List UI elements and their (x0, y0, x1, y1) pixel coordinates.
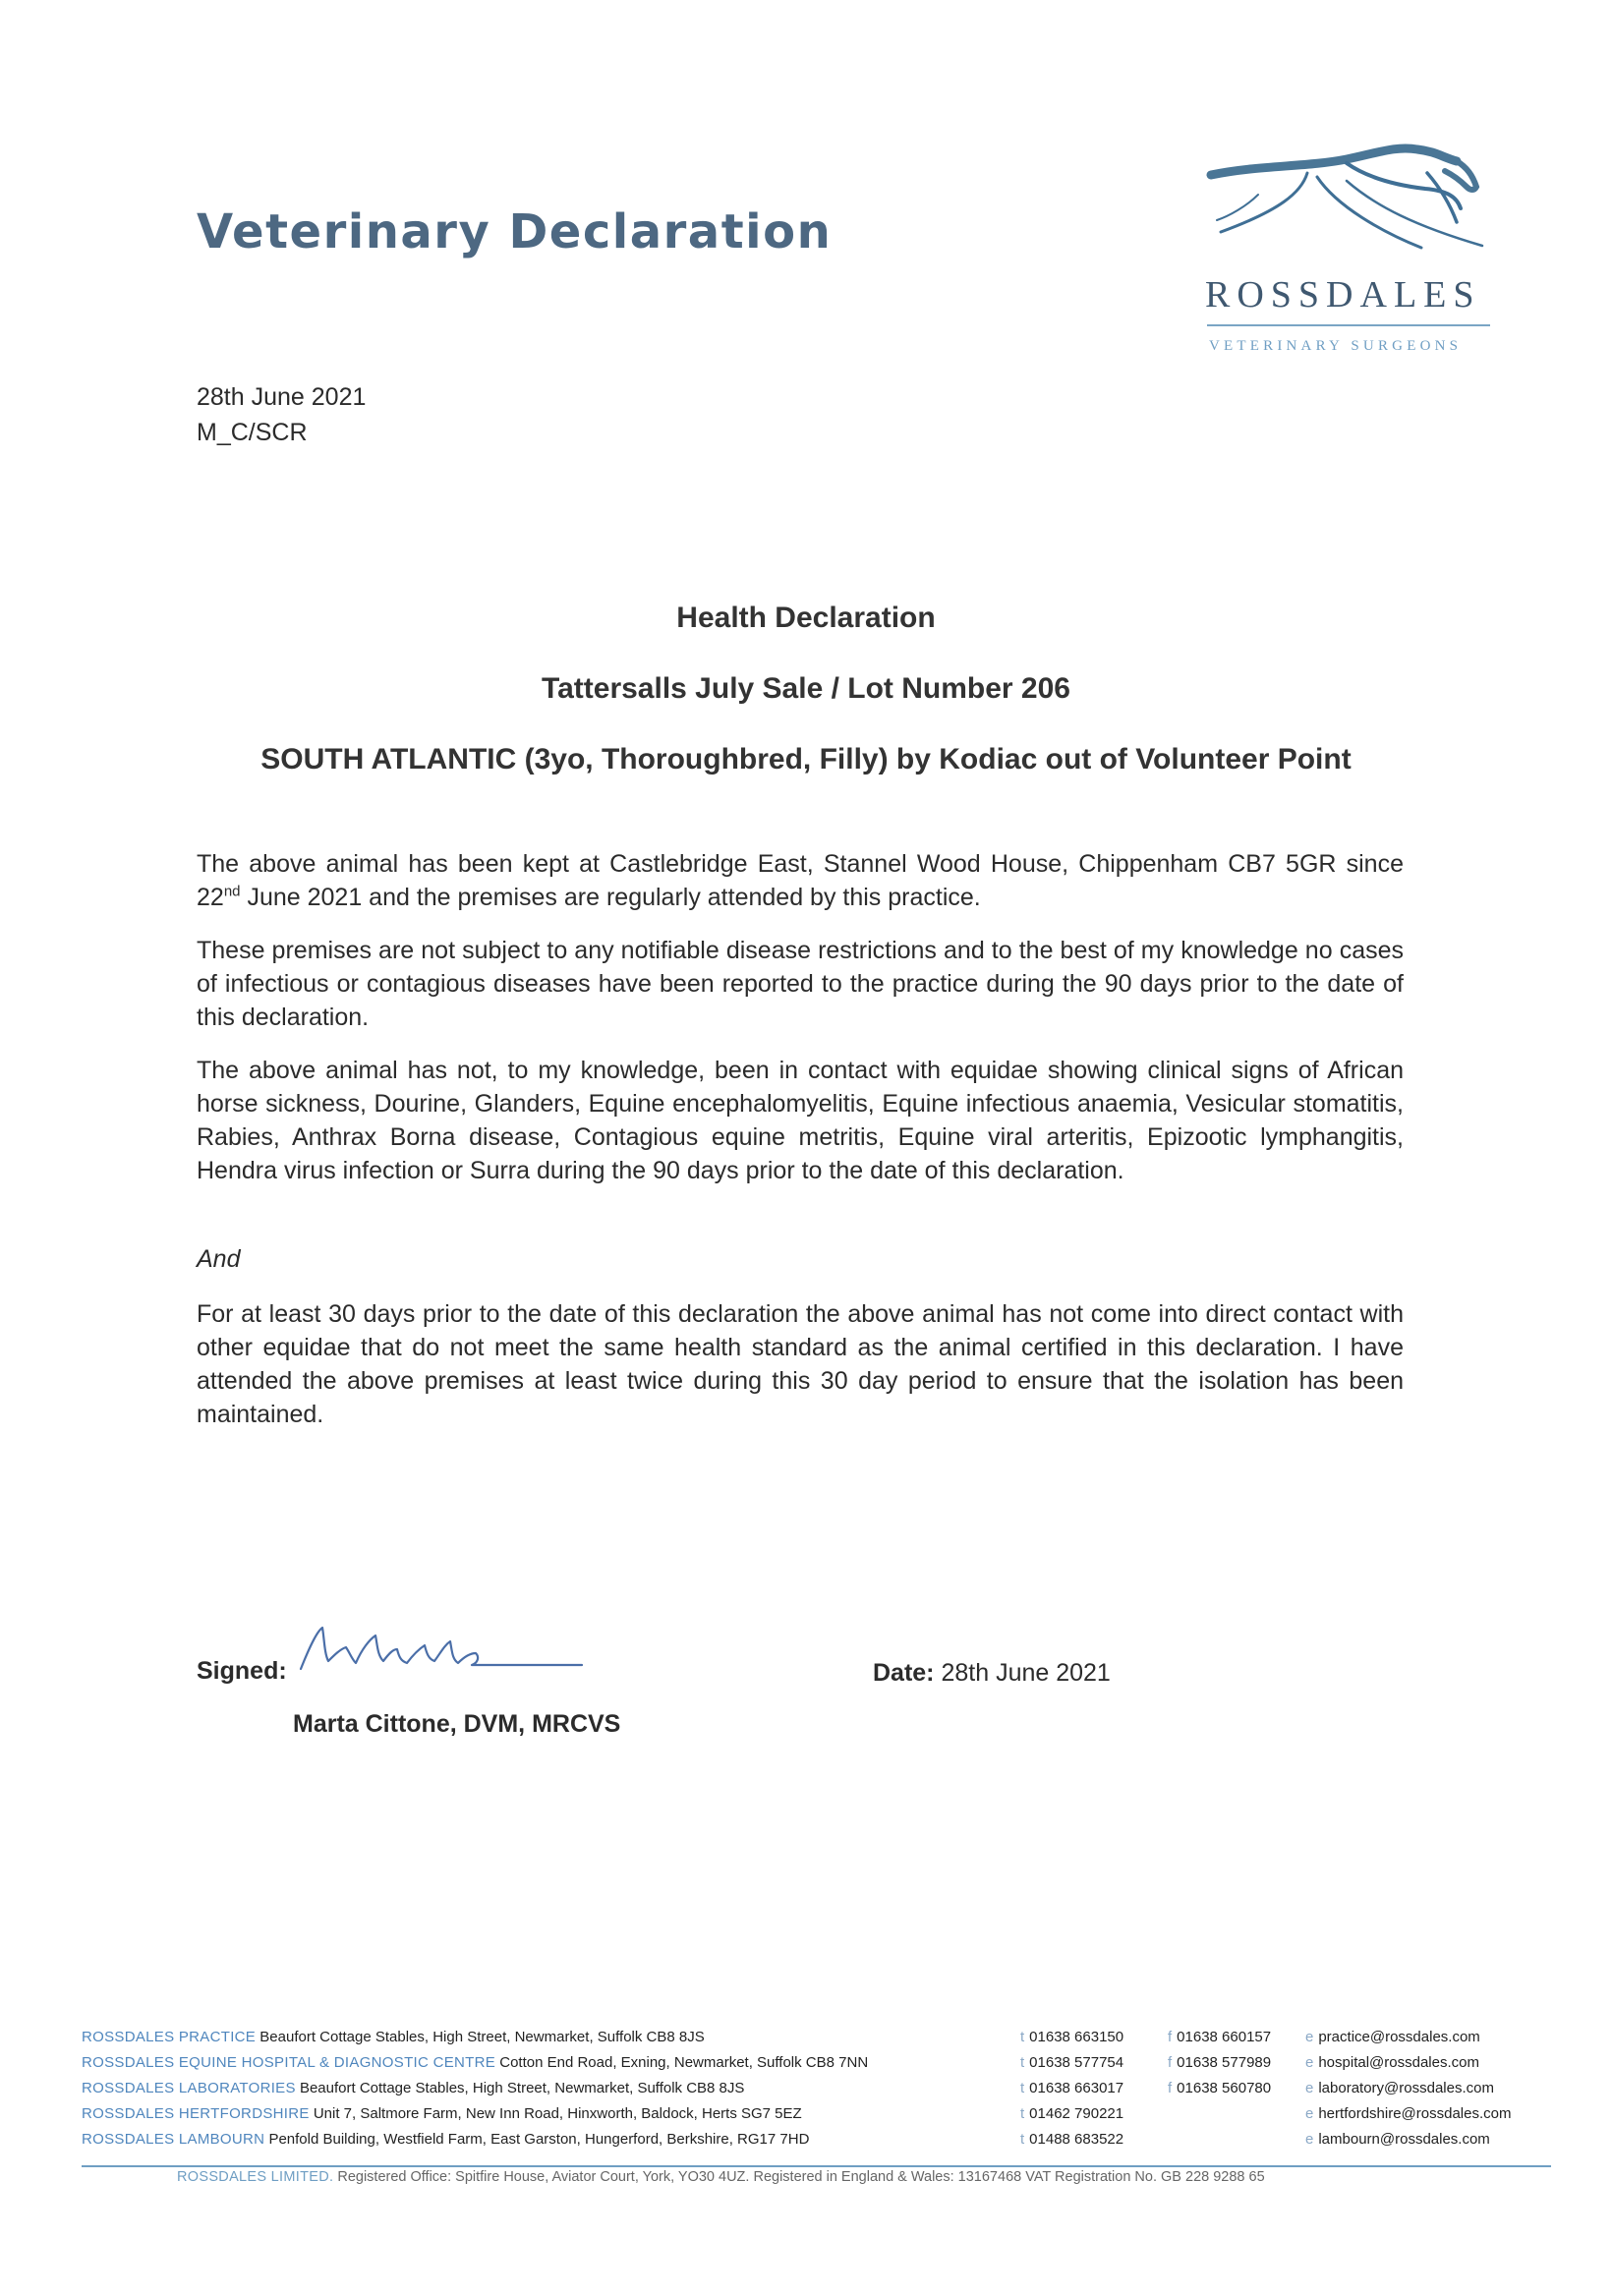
email-label: e (1305, 2105, 1314, 2122)
branch-phone: t 01638 663017 (1020, 2080, 1124, 2096)
footer-legal (177, 2169, 1265, 2185)
signed-label: Signed: (197, 1657, 287, 1685)
branch-email: e practice@rossdales.com (1305, 2029, 1480, 2045)
branch-phone: t 01462 790221 (1020, 2105, 1124, 2122)
email-label: e (1305, 2131, 1314, 2148)
branch-name: ROSSDALES EQUINE HOSPITAL & DIAGNOSTIC CENTRE (82, 2054, 496, 2071)
branch-email: e lambourn@rossdales.com (1305, 2131, 1490, 2148)
phone-label: t (1020, 2054, 1025, 2071)
phone-label: t (1020, 2105, 1025, 2122)
branch-address: Penfold Building, Westfield Farm, East Garston, Hungerford, Berkshire, RG17 7HD (268, 2131, 810, 2148)
signer-name: Marta Cittone, DVM, MRCVS (293, 1710, 621, 1738)
date-value: 28th June 2021 (934, 1659, 1111, 1687)
email-label: e (1305, 2054, 1314, 2071)
branch-phone: t 01638 577754 (1020, 2054, 1124, 2071)
branch-address: Unit 7, Saltmore Farm, New Inn Road, Hinxworth, Baldock, Herts SG7 5EZ (313, 2105, 802, 2122)
signature-date (873, 1659, 1111, 1688)
paragraph-restrictions (197, 934, 1404, 1034)
email-label: e (1305, 2029, 1314, 2045)
paragraph-contact (197, 1054, 1404, 1187)
fax-label: f (1168, 2080, 1173, 2096)
paragraph-contact-text: The above animal has not, to my knowledge, been in contact with equidae showing clinical signs of African horse sickness, Dourine, Glanders, Equine encephalomyelitis, Equine infectious anaemia, Vesicular stomatitis, Rabies, Anthrax Borna disease, Contagious equine metritis, Equine viral arteritis, Epizootic lymphangitis, Hendra virus infection or Surra during the 90 days prior to the date of this declaration. (197, 1057, 1404, 1184)
legal-details: Registered Office: Spitfire House, Aviator Court, York, YO30 4UZ. Registered in England & Wales: 13167468 VAT Registration No. GB 228 9288 65 (333, 2169, 1265, 2185)
phone-label: t (1020, 2029, 1025, 2045)
reference-block (197, 379, 366, 450)
ordinal-suffix: nd (223, 883, 241, 900)
branch-fax: f 01638 560780 (1168, 2080, 1272, 2096)
footer-row (82, 2029, 1546, 2052)
paragraph-isolation (197, 1297, 1404, 1431)
paragraph-isolation-text: For at least 30 days prior to the date of this declaration the above animal has not come into direct contact with other equidae that do not meet the same health standard as the animal certified in this declaration. I have attended the above premises at least twice during this 30 day period to ensure that the isolation has been maintained. (197, 1300, 1404, 1428)
logo-divider (1207, 324, 1490, 326)
sale-lot-heading: Tattersalls July Sale / Lot Number 206 (542, 672, 1070, 705)
branch-address: Cotton End Road, Exning, Newmarket, Suffolk CB8 7NN (499, 2054, 869, 2071)
branch-name: ROSSDALES LAMBOURN (82, 2131, 265, 2148)
galloping-horse-icon (1199, 138, 1494, 265)
logo-wordmark: ROSSDALES (1205, 274, 1481, 316)
branch-email: e hospital@rossdales.com (1305, 2054, 1479, 2071)
health-declaration-heading: Health Declaration (676, 602, 936, 634)
footer-row (82, 2080, 1546, 2103)
paragraph-premises-part1: The above animal has been kept at Castlebridge East, Stannel Wood House, Chippenham CB7 5GR since 22 (197, 850, 1404, 911)
document-title: Veterinary Declaration (197, 204, 833, 259)
branch-address: Beaufort Cottage Stables, High Street, Newmarket, Suffolk CB8 8JS (299, 2080, 745, 2096)
fax-label: f (1168, 2054, 1173, 2071)
date-label: Date: (873, 1659, 935, 1687)
branch-name: ROSSDALES PRACTICE (82, 2029, 257, 2045)
footer-divider (82, 2165, 1551, 2167)
legal-company-name: ROSSDALES LIMITED. (177, 2169, 334, 2185)
letter-reference: M_C/SCR (197, 419, 308, 446)
branch-name: ROSSDALES LABORATORIES (82, 2080, 296, 2096)
branch-phone: t 01638 663150 (1020, 2029, 1124, 2045)
footer-row (82, 2105, 1546, 2129)
branch-address: Beaufort Cottage Stables, High Street, Newmarket, Suffolk CB8 8JS (259, 2029, 705, 2045)
paragraph-and (197, 1242, 1404, 1276)
paragraph-restrictions-text: These premises are not subject to any notifiable disease restrictions and to the best of my knowledge no cases of infectious or contagious diseases have been reported to the practice during the 90 days prior to the date of this declaration. (197, 937, 1404, 1031)
paragraph-premises (197, 847, 1404, 914)
email-label: e (1305, 2080, 1314, 2096)
branch-fax: f 01638 660157 (1168, 2029, 1272, 2045)
rossdales-logo (1199, 138, 1494, 354)
handwritten-signature (295, 1610, 590, 1693)
logo-subtitle: VETERINARY SURGEONS (1209, 338, 1463, 354)
fax-label: f (1168, 2029, 1173, 2045)
paragraph-premises-part2: June 2021 and the premises are regularly attended by this practice. (240, 884, 981, 911)
branch-email: e hertfordshire@rossdales.com (1305, 2105, 1512, 2122)
branch-name: ROSSDALES HERTFORDSHIRE (82, 2105, 310, 2122)
paragraph-and-text: And (197, 1245, 241, 1273)
footer-row (82, 2054, 1546, 2078)
phone-label: t (1020, 2080, 1025, 2096)
branch-fax: f 01638 577989 (1168, 2054, 1272, 2071)
phone-label: t (1020, 2131, 1025, 2148)
horse-heading: SOUTH ATLANTIC (3yo, Thoroughbred, Filly) by Kodiac out of Volunteer Point (260, 743, 1352, 775)
branch-phone: t 01488 683522 (1020, 2131, 1124, 2148)
letter-date: 28th June 2021 (197, 383, 367, 411)
branch-email: e laboratory@rossdales.com (1305, 2080, 1494, 2096)
footer-row (82, 2131, 1546, 2154)
